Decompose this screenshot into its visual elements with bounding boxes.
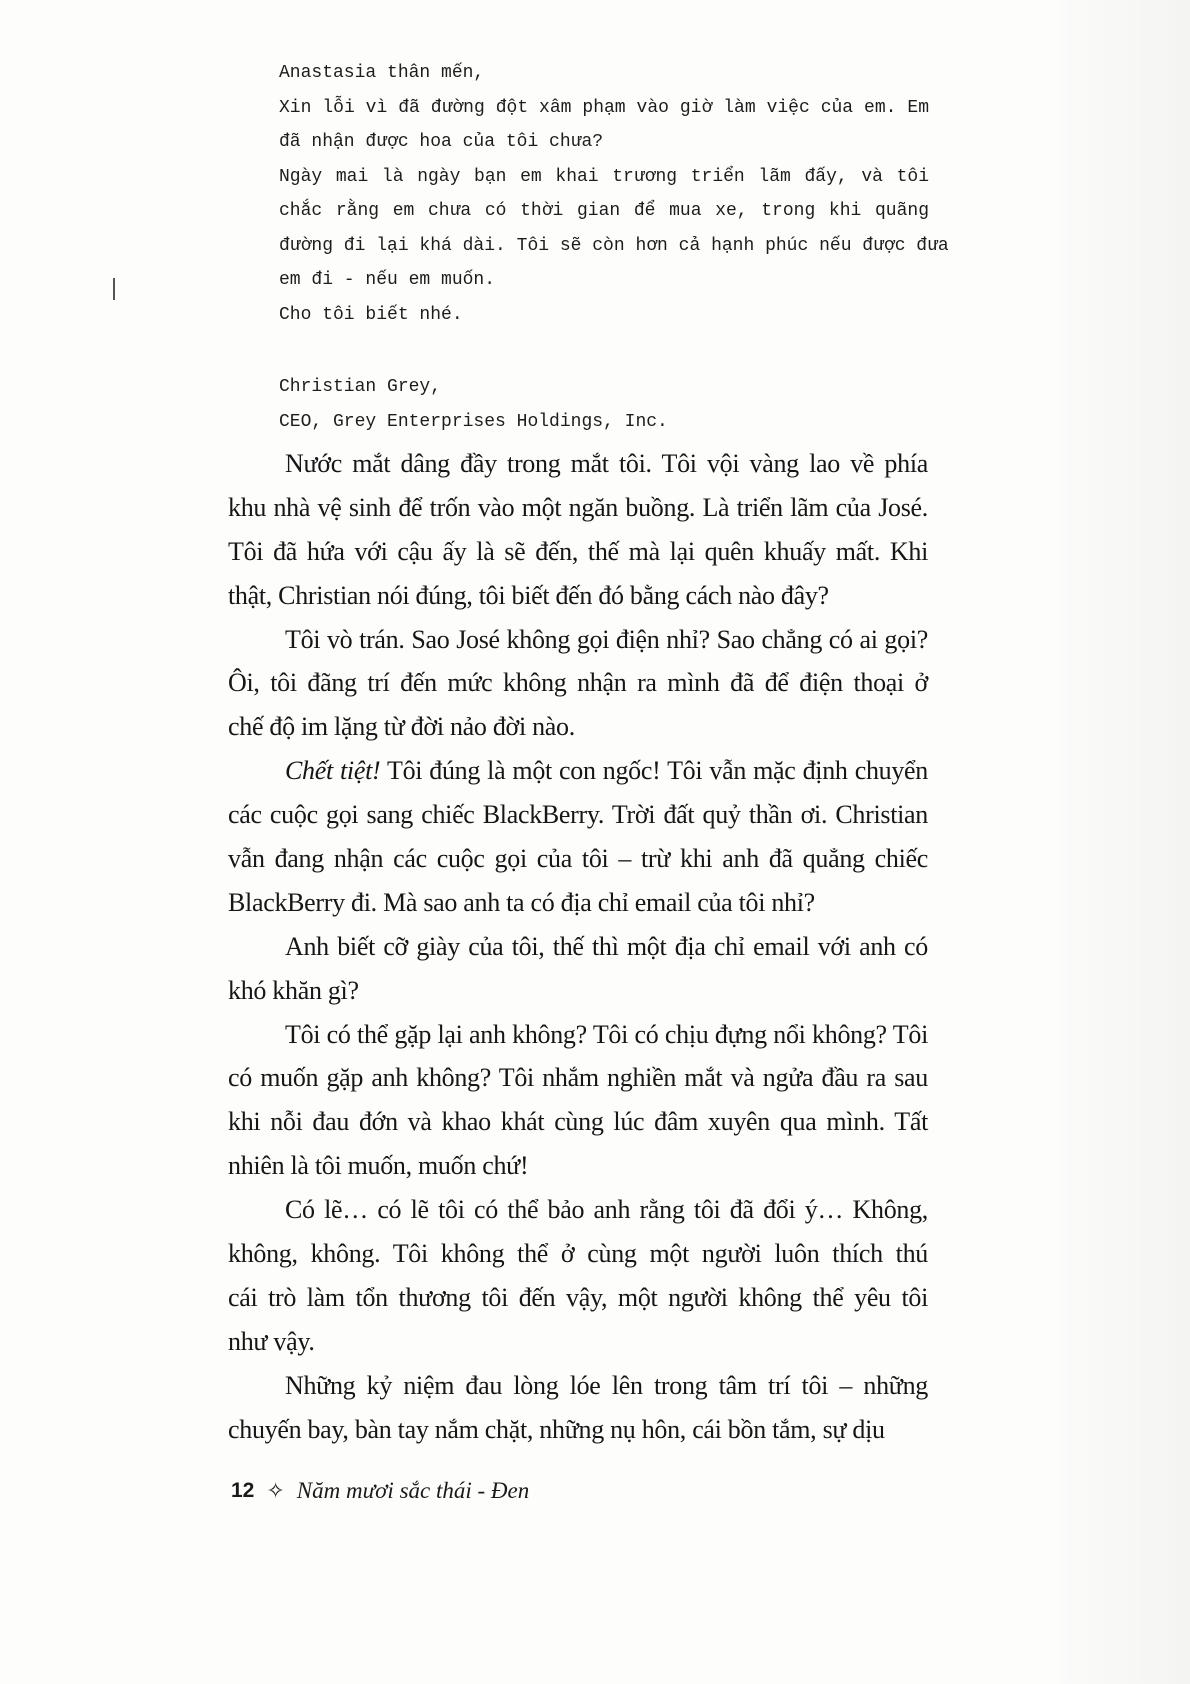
paragraph-line: chế độ im lặng từ đời nảo đời nào. bbox=[228, 712, 575, 742]
email-letter bbox=[279, 56, 949, 439]
letter-line: em đi - nếu em muốn. bbox=[279, 270, 496, 290]
paragraph-line: khi nỗi đau đớn và khao khát cùng lúc đâm xuyên qua mình. Tất bbox=[228, 1107, 928, 1137]
paragraph-line: Tôi vò trán. Sao José không gọi điện nhỉ? Sao chẳng có ai gọi? bbox=[285, 624, 928, 654]
paragraph-line: Anh biết cỡ giày của tôi, thế thì một địa chỉ email với anh có bbox=[285, 931, 928, 961]
paragraph-line: Ôi, tôi đãng trí đến mức không nhận ra mình đã để điện thoại ở bbox=[228, 668, 928, 698]
letter-line: đường đi lại khá dài. Tôi sẽ còn hơn cả hạnh phúc nếu được đưa bbox=[279, 235, 949, 256]
paragraph-line: khó khăn gì? bbox=[228, 975, 359, 1005]
paragraph-line: Những kỷ niệm đau lòng lóe lên trong tâm trí tôi – những bbox=[285, 1370, 928, 1400]
letter-signature-name: Christian Grey, bbox=[279, 377, 442, 397]
paragraph-line: vẫn đang nhận các cuộc gọi của tôi – trừ khi anh đã quẳng chiếc bbox=[228, 844, 928, 874]
paragraph-line: có muốn gặp anh không? Tôi nhắm nghiền mắt và ngửa đầu ra sau bbox=[228, 1063, 928, 1093]
body-text bbox=[228, 442, 928, 1451]
paragraph-line: Có lẽ… có lẽ tôi có thể bảo anh rằng tôi đã đổi ý… Không, bbox=[285, 1195, 928, 1225]
scan-mark bbox=[113, 278, 115, 300]
letter-line: Ngày mai là ngày bạn em khai trương triển lãm đấy, và tôi bbox=[279, 166, 929, 187]
paragraph-line: cái trò làm tổn thương tôi đến vậy, một người không thể yêu tôi bbox=[228, 1282, 928, 1312]
letter-line: đã nhận được hoa của tôi chưa? bbox=[279, 132, 604, 152]
paragraph-line: BlackBerry đi. Mà sao anh ta có địa chỉ email của tôi nhỉ? bbox=[228, 887, 815, 917]
paragraph-line: thật, Christian nói đúng, tôi biết đến đó bằng cách nào đây? bbox=[228, 580, 829, 610]
paragraph-line: không, không. Tôi không thể ở cùng một người luôn thích thú bbox=[228, 1239, 928, 1269]
paragraph-line: khu nhà vệ sinh để trốn vào một ngăn buồng. Là triển lãm của José. bbox=[228, 492, 928, 522]
paragraph-line: Nước mắt dâng đầy trong mắt tôi. Tôi vội vàng lao về phía bbox=[285, 449, 928, 478]
paragraph-line: chuyến bay, bàn tay nắm chặt, những nụ hôn, cái bồn tắm, sự dịu bbox=[228, 1414, 885, 1444]
separator-star-icon: ✧ bbox=[266, 1478, 285, 1503]
paragraph-line: nhiên là tôi muốn, muốn chứ! bbox=[228, 1151, 529, 1181]
paragraph-line: các cuộc gọi sang chiếc BlackBerry. Trời đất quỷ thần ơi. Christian bbox=[228, 800, 928, 830]
paragraph-line: như vậy. bbox=[228, 1326, 315, 1356]
page-edge bbox=[1060, 0, 1190, 1684]
paragraph-line: Tôi có thể gặp lại anh không? Tôi có chịu đựng nổi không? Tôi bbox=[285, 1019, 928, 1049]
letter-line: Cho tôi biết nhé. bbox=[279, 304, 463, 325]
page-number: 12 bbox=[231, 1479, 255, 1502]
book-title: Năm mươi sắc thái - Đen bbox=[296, 1478, 530, 1503]
paragraph-line: Tôi đã hứa với cậu ấy là sẽ đến, thế mà lại quên khuấy mất. Khi bbox=[228, 536, 928, 566]
letter-line: Xin lỗi vì đã đường đột xâm phạm vào giờ làm việc của em. Em bbox=[279, 97, 929, 118]
paragraph-line: Chết tiệt! Tôi đúng là một con ngốc! Tôi vẫn mặc định chuyển bbox=[285, 756, 928, 786]
letter-signature-title: CEO, Grey Enterprises Holdings, Inc. bbox=[279, 411, 668, 432]
italic-exclamation: Chết tiệt! bbox=[285, 756, 381, 786]
letter-greeting: Anastasia thân mến, bbox=[279, 63, 485, 83]
page-footer bbox=[231, 1478, 529, 1504]
letter-line: chắc rằng em chưa có thời gian để mua xe, trong khi quãng bbox=[279, 201, 929, 221]
